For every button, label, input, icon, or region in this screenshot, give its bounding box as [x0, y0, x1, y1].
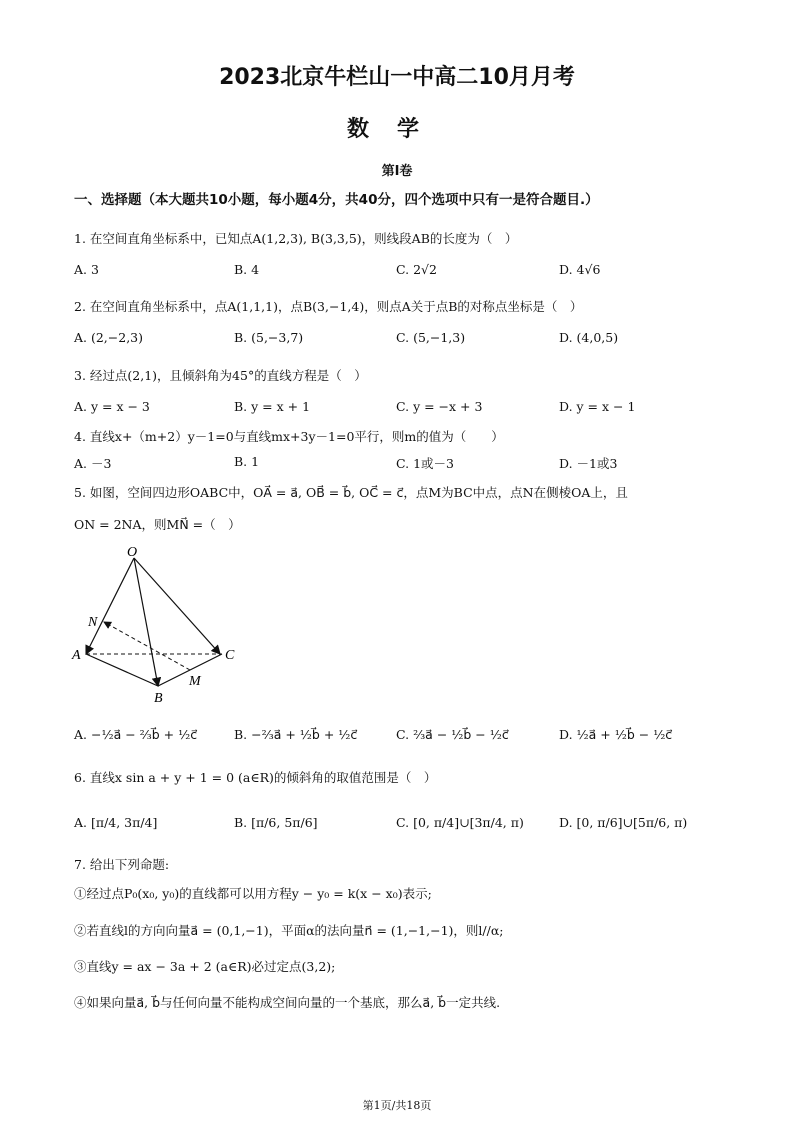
question-7-item-3: ③直线y = ax − 3a + 2 (a∈R)必过定点(3,2); [74, 959, 336, 974]
subject-heading: 数学 [346, 117, 447, 142]
question-4-option-a: A. －3 [74, 456, 112, 471]
question-1-option-d: D. 4√6 [559, 262, 601, 277]
tetrahedron-figure [70, 540, 250, 705]
label-c: C [225, 648, 235, 663]
label-b: B [154, 691, 163, 705]
question-7-item-1: ①经过点P₀(x₀, y₀)的直线都可以用方程y − y₀ = k(x − x₀)表示; [74, 886, 432, 901]
question-2-option-b: B. (5,−3,7) [234, 330, 304, 345]
question-3-option-a: A. y = x − 3 [74, 399, 150, 414]
question-5-option-d: D. ½a⃗ + ½b⃗ − ½c⃗ [559, 727, 673, 742]
question-4-stem: 4. 直线x+（m+2）y－1=0与直线mx+3y－1=0平行，则m的值为（ ） [74, 429, 504, 444]
edge-ab [86, 654, 158, 686]
edge-oa [86, 558, 134, 654]
label-o: O [127, 545, 138, 560]
label-a: A [72, 648, 81, 663]
question-1-option-b: B. 4 [234, 262, 260, 277]
question-7-item-2: ②若直线l的方向向量a⃗ = (0,1,−1)，平面α的法向量n⃗ = (1,−1,−1)，则l//α; [74, 923, 504, 938]
question-4-option-c: C. 1或－3 [396, 456, 454, 471]
question-1-option-a: A. 3 [74, 262, 99, 277]
question-6-option-c: C. [0, π/4]∪[3π/4, π) [396, 815, 524, 830]
question-6-option-a: A. [π/4, 3π/4] [74, 815, 158, 830]
question-5-stem-line2: ON = 2NA，则MN⃗ =（ ） [74, 517, 241, 532]
label-n: N [88, 615, 98, 630]
question-5-option-c: C. ⅔a⃗ − ½b⃗ − ½c⃗ [396, 727, 509, 742]
question-2-option-d: D. (4,0,5) [559, 330, 619, 345]
question-7-item-4: ④如果向量a⃗, b⃗与任何向量不能构成空间向量的一个基底，那么a⃗, b⃗一定共线. [74, 995, 501, 1010]
question-1-stem: 1. 在空间直角坐标系中，已知点A(1,2,3), B(3,3,5)，则线段AB的长度为（ ） [74, 231, 518, 246]
question-7-stem: 7. 给出下列命题: [74, 857, 170, 872]
question-2-option-a: A. (2,−2,3) [74, 330, 144, 345]
volume-label: 第I卷 [381, 164, 413, 179]
question-5-stem-line1: 5. 如图，空间四边形OABC中，OA⃗ = a⃗, OB⃗ = b⃗, OC⃗ = c⃗，点M为BC中点，点N在侧棱OA上，且 [74, 485, 628, 500]
question-2-option-c: C. (5,−1,3) [396, 330, 466, 345]
question-3-option-b: B. y = x + 1 [234, 399, 311, 414]
question-3-option-c: C. y = −x + 3 [396, 399, 483, 414]
edge-oc [134, 558, 220, 654]
edge-ob [134, 558, 158, 686]
question-4-option-b: B. 1 [234, 454, 260, 469]
question-3-option-d: D. y = x − 1 [559, 399, 636, 414]
label-m: M [189, 674, 201, 689]
question-2-stem: 2. 在空间直角坐标系中，点A(1,1,1)，点B(3,−1,4)，则点A关于点B的对称点坐标是（ ） [74, 299, 583, 314]
question-3-stem: 3. 经过点(2,1)，且倾斜角为45°的直线方程是（ ） [74, 368, 367, 383]
question-6-option-d: D. [0, π/6]∪[5π/6, π) [559, 815, 688, 830]
question-1-option-c: C. 2√2 [396, 262, 437, 277]
page-footer: 第1页/共18页 [362, 1099, 432, 1112]
page-title: 2023北京牛栏山一中高二10月月考 [219, 65, 575, 90]
question-5-option-b: B. −⅔a⃗ + ½b⃗ + ½c⃗ [234, 727, 358, 742]
section-heading: 一、选择题（本大题共10小题，每小题4分，共40分，四个选项中只有一是符合题目.） [74, 192, 599, 208]
question-6-stem: 6. 直线x sin a + y + 1 = 0 (a∈R)的倾斜角的取值范围是（ ） [74, 770, 437, 785]
question-4-option-d: D. －1或3 [559, 456, 618, 471]
question-5-option-a: A. −½a⃗ − ⅔b⃗ + ½c⃗ [74, 727, 198, 742]
question-6-option-b: B. [π/6, 5π/6] [234, 815, 318, 830]
